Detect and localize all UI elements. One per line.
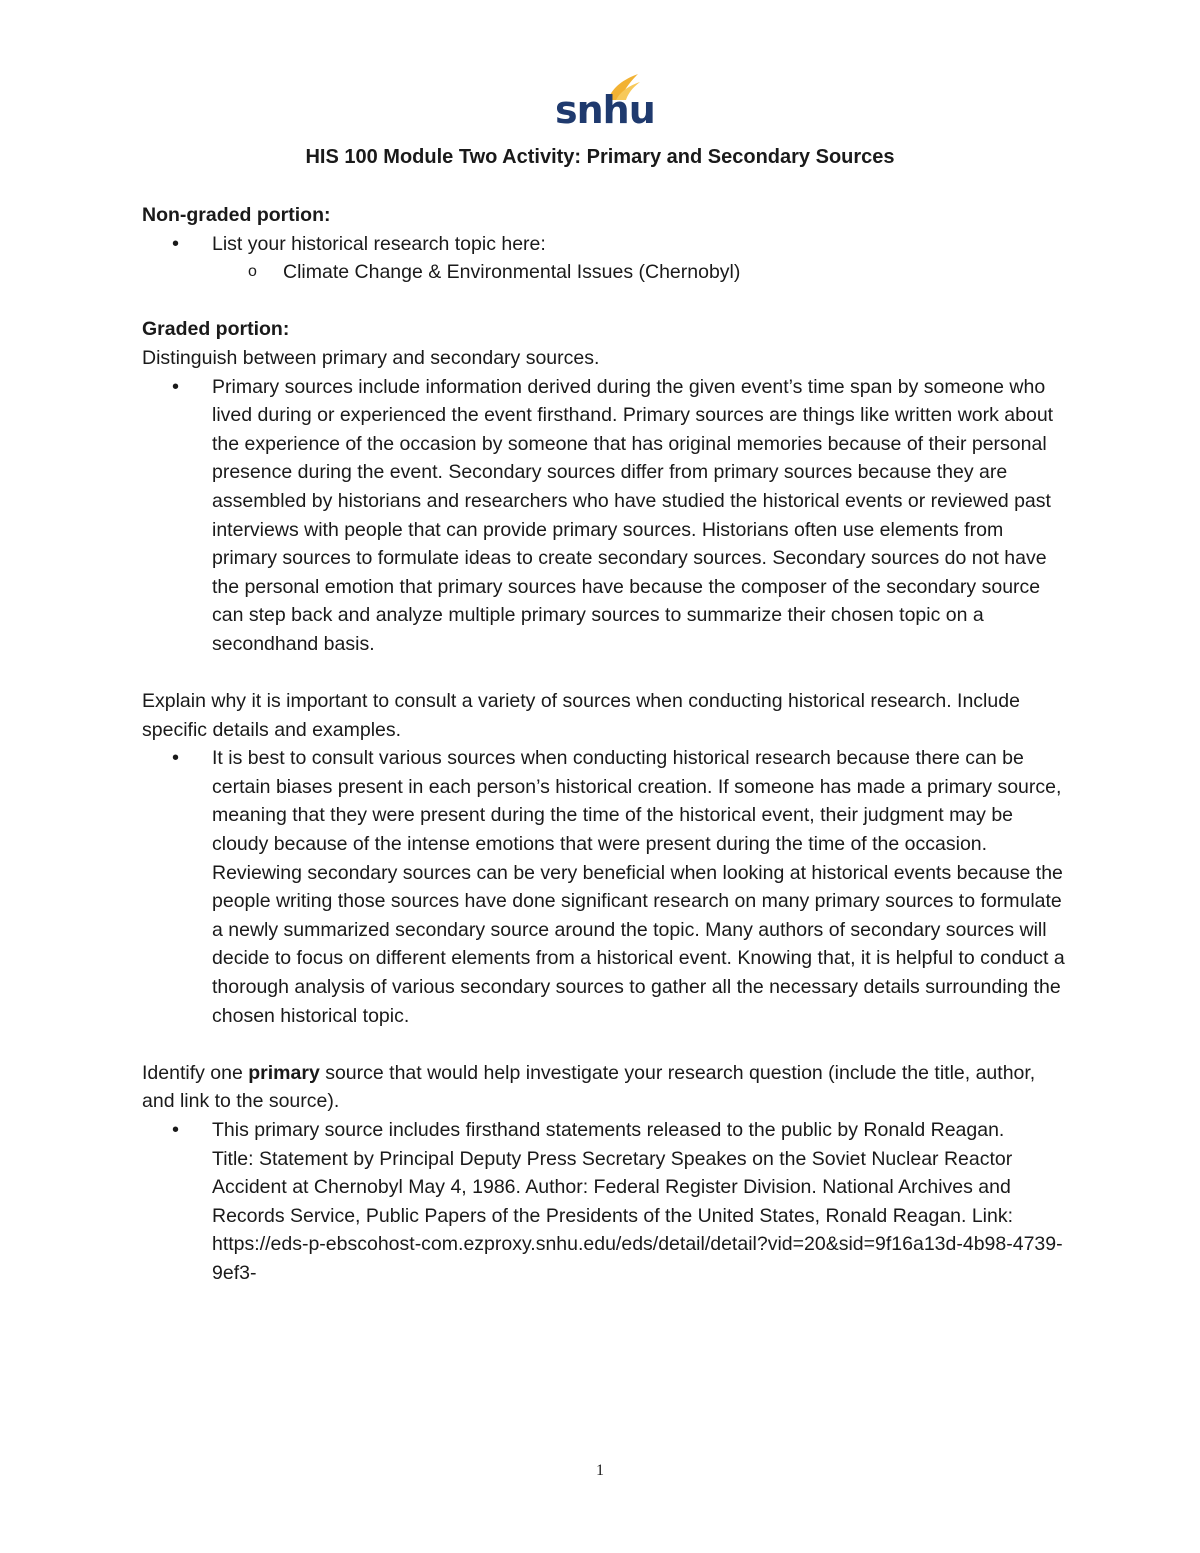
research-topic-value: Climate Change & Environmental Issues (Chernobyl) [283, 261, 741, 284]
circle-bullet-icon: o [248, 263, 257, 281]
spacer [142, 659, 1072, 688]
bullet-icon: • [172, 375, 180, 398]
question-3-prompt [142, 1059, 1072, 1116]
document-body [142, 201, 1072, 1288]
question-1-answer: Primary sources include information derived during the given event’s time span by someone who lived during or experienced the event firsthand. Primary sources are things like written work about the experience of the occasion by someone that has original memories because of their personal presence during the event. Secondary sources differ from primary sources because they are assembled by historians and researchers who have studied the historical events or reviewed past interviews with people that can provide primary sources. Historians often use elements from primary sources to formulate ideas to create secondary sources. Secondary sources do not have the personal emotion that primary sources have because the composer of the secondary source can step back and analyze multiple primary sources to summarize their chosen topic on a secondhand basis. [212, 375, 1054, 655]
page-number: 1 [596, 1462, 604, 1479]
spacer [142, 1030, 1072, 1059]
list-item [142, 1116, 1072, 1288]
spacer [142, 287, 1072, 316]
bullet-icon: • [172, 232, 180, 255]
graded-heading: Graded portion: [142, 318, 290, 341]
bullet-icon: • [172, 1119, 180, 1141]
prompt-emphasis: primary [248, 1061, 320, 1084]
bullet-icon: • [172, 747, 180, 770]
list-item [142, 373, 1072, 659]
question-2-answer: It is best to consult various sources when conducting historical research because there can be certain biases present in each person’s historical creation. If someone has made a primary source, meaning that they were present during the time of the historical event, their judgment may be cloudy because of the intense emotions that were present during the time of the occasion. Reviewing secondary sources can be very beneficial when looking at historical events because the people writing those sources have done significant research on many primary sources to formulate a newly summarized secondary source around the topic. Many authors of secondary sources will decide to focus on different elements from a historical event. Knowing that, it is helpful to conduct a thorough analysis of various secondary sources to gather all the necessary details surrounding the chosen historical topic. [212, 747, 1065, 1027]
question-3-answer: This primary source includes firsthand statements released to the public by Ronald Reagan. [212, 1119, 1005, 1141]
question-2-prompt: Explain why it is important to consult a variety of sources when conducting historical research. Include specific details and examples. [142, 690, 1020, 741]
logo-wordmark: snhu [555, 88, 655, 132]
non-graded-heading: Non-graded portion: [142, 204, 331, 226]
document-title: HIS 100 Module Two Activity: Primary and Secondary Sources [305, 146, 895, 168]
question-1-prompt: Distinguish between primary and secondary sources. [142, 346, 600, 369]
list-item [142, 230, 1072, 259]
snhu-logo [552, 70, 655, 134]
list-item [142, 744, 1072, 1030]
prompt-text: Identify one [142, 1061, 249, 1084]
prompt-text: source that would help investigate your research question (include the title, author, and link to the source). [142, 1061, 1036, 1113]
source-citation: Title: Statement by Principal Deputy Press Secretary Speakes on the Soviet Nuclear Reactor Accident at Chernobyl May 4, 1986. Author: Federal Register Division. National Archives and Records Service, Public Papers of the Presidents of the United States, Ronald Reagan. Link: https://eds-p-ebscohost-com.ezproxy.snhu.edu/eds/detail/detail?vid=20&sid=9f16a13d-4b98-4739-9ef3- [212, 1147, 1063, 1284]
list-sub-item [142, 258, 1072, 287]
research-topic-label: List your historical research topic here: [212, 232, 546, 255]
